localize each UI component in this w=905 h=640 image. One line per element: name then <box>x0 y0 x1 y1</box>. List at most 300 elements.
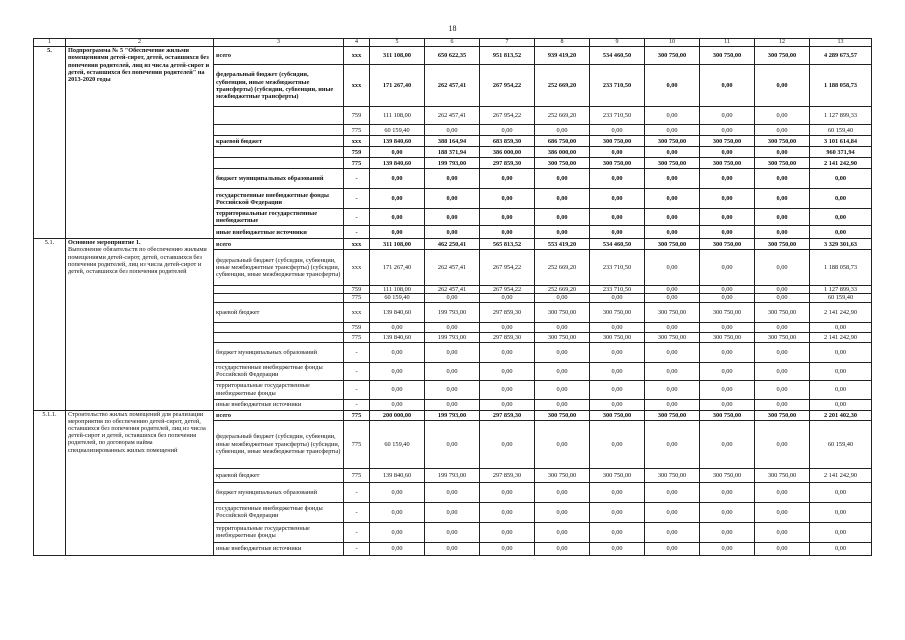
column-number-row <box>34 39 872 47</box>
year-value: 300 750,00 <box>755 136 810 147</box>
year-value: 0,00 <box>370 380 425 399</box>
year-value: 300 750,00 <box>700 47 755 65</box>
column-number: 3 <box>214 39 344 47</box>
year-value: 233 710,50 <box>590 286 645 294</box>
year-value: 300 750,00 <box>700 136 755 147</box>
year-value: 0,00 <box>425 342 480 362</box>
year-value: 0,00 <box>645 522 700 542</box>
year-value: 0,00 <box>645 209 700 226</box>
table-row <box>34 47 872 65</box>
year-value: 650 622,35 <box>425 47 480 65</box>
year-value: 0,00 <box>700 502 755 522</box>
row-total-value: 1 188 058,73 <box>810 65 872 107</box>
funding-source <box>214 294 344 302</box>
column-number: 5 <box>370 39 425 47</box>
row-total-value: 2 141 242,90 <box>810 302 872 322</box>
row-total-value: 0,00 <box>810 399 872 410</box>
year-value: 300 750,00 <box>755 302 810 322</box>
year-value: 0,00 <box>755 542 810 555</box>
year-value: 0,00 <box>755 125 810 136</box>
year-value: 0,00 <box>755 399 810 410</box>
year-value: 939 419,20 <box>535 47 590 65</box>
section-title <box>66 410 214 555</box>
year-value: 0,00 <box>700 482 755 502</box>
year-value: 300 750,00 <box>700 468 755 482</box>
year-value: 300 750,00 <box>535 410 590 420</box>
year-value: 0,00 <box>425 209 480 226</box>
row-total-value: 0,00 <box>810 502 872 522</box>
year-value: 0,00 <box>590 342 645 362</box>
year-value: 171 267,40 <box>370 250 425 286</box>
row-total-value: 0,00 <box>810 482 872 502</box>
budget-code: 759 <box>344 107 370 125</box>
year-value: 0,00 <box>700 107 755 125</box>
year-value: 139 840,60 <box>370 158 425 169</box>
year-value: 0,00 <box>645 226 700 239</box>
table-row <box>34 410 872 420</box>
year-value: 0,00 <box>535 209 590 226</box>
year-value: 0,00 <box>700 189 755 209</box>
year-value: 386 000,00 <box>535 147 590 158</box>
year-value: 0,00 <box>535 522 590 542</box>
year-value: 300 750,00 <box>535 468 590 482</box>
year-value: 111 108,00 <box>370 286 425 294</box>
year-value: 262 457,41 <box>425 250 480 286</box>
year-value: 0,00 <box>480 125 535 136</box>
year-value: 0,00 <box>755 502 810 522</box>
year-value: 0,00 <box>590 380 645 399</box>
year-value: 139 840,60 <box>370 302 425 322</box>
row-total-value: 0,00 <box>810 226 872 239</box>
row-total-value: 60 159,40 <box>810 294 872 302</box>
year-value: 0,00 <box>755 380 810 399</box>
row-total-value: 0,00 <box>810 189 872 209</box>
year-value: 0,00 <box>425 380 480 399</box>
year-value: 0,00 <box>480 380 535 399</box>
year-value: 0,00 <box>480 542 535 555</box>
budget-code: ххх <box>344 250 370 286</box>
year-value: 300 750,00 <box>590 136 645 147</box>
year-value: 683 859,30 <box>480 136 535 147</box>
year-value: 199 793,00 <box>425 302 480 322</box>
year-value: 0,00 <box>590 542 645 555</box>
year-value: 0,00 <box>425 226 480 239</box>
budget-code: 775 <box>344 158 370 169</box>
row-total-value: 0,00 <box>810 169 872 189</box>
year-value: 0,00 <box>535 226 590 239</box>
year-value: 0,00 <box>590 125 645 136</box>
year-value: 686 750,00 <box>535 136 590 147</box>
row-total-value: 2 141 242,90 <box>810 468 872 482</box>
year-value: 0,00 <box>700 522 755 542</box>
year-value: 0,00 <box>645 169 700 189</box>
budget-code: 775 <box>344 468 370 482</box>
year-value: 233 710,50 <box>590 65 645 107</box>
table-row <box>34 239 872 250</box>
year-value: 0,00 <box>645 399 700 410</box>
year-value: 0,00 <box>535 169 590 189</box>
year-value: 297 859,30 <box>480 410 535 420</box>
year-value: 0,00 <box>755 226 810 239</box>
year-value: 252 669,20 <box>535 65 590 107</box>
year-value: 0,00 <box>755 420 810 468</box>
year-value: 951 813,52 <box>480 47 535 65</box>
year-value: 0,00 <box>425 420 480 468</box>
budget-code: - <box>344 399 370 410</box>
year-value: 300 750,00 <box>645 47 700 65</box>
year-value: 0,00 <box>645 250 700 286</box>
year-value: 0,00 <box>370 399 425 410</box>
year-value: 0,00 <box>425 542 480 555</box>
year-value: 0,00 <box>755 362 810 380</box>
year-value: 0,00 <box>535 380 590 399</box>
budget-code: - <box>344 226 370 239</box>
year-value: 0,00 <box>700 125 755 136</box>
year-value: 0,00 <box>755 209 810 226</box>
funding-source: государственные внебюджетные фонды Российской Федерации <box>214 189 344 209</box>
year-value: 0,00 <box>425 399 480 410</box>
funding-source: иные внебюджетные источники <box>214 226 344 239</box>
funding-source: всего <box>214 47 344 65</box>
year-value: 0,00 <box>535 362 590 380</box>
year-value: 0,00 <box>535 125 590 136</box>
year-value: 0,00 <box>645 342 700 362</box>
year-value: 0,00 <box>645 482 700 502</box>
year-value: 139 840,60 <box>370 332 425 342</box>
year-value: 0,00 <box>700 294 755 302</box>
year-value: 0,00 <box>480 399 535 410</box>
budget-code: 759 <box>344 286 370 294</box>
year-value: 199 793,00 <box>425 158 480 169</box>
budget-code: 775 <box>344 125 370 136</box>
year-value: 300 750,00 <box>645 302 700 322</box>
year-value: 300 750,00 <box>645 410 700 420</box>
year-value: 0,00 <box>755 65 810 107</box>
year-value: 0,00 <box>590 522 645 542</box>
budget-code: 775 <box>344 410 370 420</box>
year-value: 0,00 <box>535 322 590 332</box>
year-value: 0,00 <box>590 226 645 239</box>
row-total-value: 2 141 242,90 <box>810 332 872 342</box>
year-value: 0,00 <box>480 482 535 502</box>
row-total-value: 0,00 <box>810 342 872 362</box>
year-value: 0,00 <box>645 362 700 380</box>
year-value: 0,00 <box>645 65 700 107</box>
year-value: 267 954,22 <box>480 286 535 294</box>
year-value: 0,00 <box>370 147 425 158</box>
section-title <box>66 47 214 239</box>
year-value: 0,00 <box>370 322 425 332</box>
column-number: 4 <box>344 39 370 47</box>
year-value: 262 457,41 <box>425 107 480 125</box>
year-value: 0,00 <box>590 294 645 302</box>
funding-source: краевой бюджет <box>214 468 344 482</box>
year-value: 252 669,20 <box>535 107 590 125</box>
year-value: 267 954,22 <box>480 65 535 107</box>
year-value: 565 813,52 <box>480 239 535 250</box>
year-value: 0,00 <box>700 342 755 362</box>
year-value: 233 710,50 <box>590 107 645 125</box>
year-value: 0,00 <box>425 294 480 302</box>
budget-code: 759 <box>344 147 370 158</box>
year-value: 267 954,22 <box>480 250 535 286</box>
year-value: 0,00 <box>480 226 535 239</box>
year-value: 0,00 <box>370 482 425 502</box>
year-value: 0,00 <box>425 125 480 136</box>
year-value: 0,00 <box>645 189 700 209</box>
year-value: 300 750,00 <box>755 239 810 250</box>
year-value: 0,00 <box>370 169 425 189</box>
budget-code: 775 <box>344 294 370 302</box>
funding-source: федеральный бюджет (субсидии, субвенции, иные межбюджетные трансферты) (субсидии, субвенции, иные межбюджетные трансферты) <box>214 250 344 286</box>
column-number: 11 <box>700 39 755 47</box>
year-value: 300 750,00 <box>700 302 755 322</box>
year-value: 0,00 <box>480 362 535 380</box>
year-value: 0,00 <box>535 399 590 410</box>
year-value: 0,00 <box>370 502 425 522</box>
year-value: 0,00 <box>590 362 645 380</box>
budget-code: - <box>344 189 370 209</box>
year-value: 388 164,94 <box>425 136 480 147</box>
budget-code: - <box>344 542 370 555</box>
year-value: 200 000,00 <box>370 410 425 420</box>
year-value: 0,00 <box>755 250 810 286</box>
year-value: 300 750,00 <box>590 158 645 169</box>
year-value: 0,00 <box>755 522 810 542</box>
funding-source: краевой бюджет <box>214 136 344 147</box>
year-value: 0,00 <box>755 286 810 294</box>
year-value: 0,00 <box>480 322 535 332</box>
column-number: 6 <box>425 39 480 47</box>
year-value: 252 669,20 <box>535 286 590 294</box>
year-value: 300 750,00 <box>535 302 590 322</box>
budget-code: - <box>344 362 370 380</box>
row-total-value: 0,00 <box>810 380 872 399</box>
year-value: 0,00 <box>480 189 535 209</box>
funding-source: иные внебюджетные источники <box>214 542 344 555</box>
row-total-value: 60 159,40 <box>810 420 872 468</box>
row-total-value: 0,00 <box>810 542 872 555</box>
year-value: 0,00 <box>700 380 755 399</box>
year-value: 0,00 <box>425 189 480 209</box>
year-value: 0,00 <box>370 542 425 555</box>
year-value: 0,00 <box>700 420 755 468</box>
budget-code: 775 <box>344 420 370 468</box>
row-total-value: 0,00 <box>810 322 872 332</box>
year-value: 0,00 <box>645 502 700 522</box>
budget-code: 759 <box>344 322 370 332</box>
row-total-value: 1 127 899,33 <box>810 107 872 125</box>
year-value: 199 793,00 <box>425 468 480 482</box>
year-value: 0,00 <box>755 342 810 362</box>
year-value: 297 859,30 <box>480 332 535 342</box>
year-value: 300 750,00 <box>535 332 590 342</box>
year-value: 311 108,00 <box>370 239 425 250</box>
budget-code: 775 <box>344 332 370 342</box>
column-number: 9 <box>590 39 645 47</box>
funding-source: территориальные государственные внебюджетные фонды <box>214 522 344 542</box>
year-value: 300 750,00 <box>700 239 755 250</box>
row-total-value: 60 159,40 <box>810 125 872 136</box>
year-value: 0,00 <box>700 226 755 239</box>
year-value: 0,00 <box>590 147 645 158</box>
section-title-text: Строительство жилых помещений для реализации мероприятия по обеспечению детей-сирот, детей, оставшихся без попечения родителей, лиц из числа детей-сирот и детей, оставшихся без попечения родителей, по договорам найма специализированных жилых помещений <box>68 410 206 454</box>
funding-source <box>214 286 344 294</box>
year-value: 300 750,00 <box>755 47 810 65</box>
year-value: 300 750,00 <box>645 158 700 169</box>
year-value: 0,00 <box>645 420 700 468</box>
year-value: 300 750,00 <box>645 136 700 147</box>
budget-code: ххх <box>344 239 370 250</box>
year-value: 60 159,40 <box>370 420 425 468</box>
row-total-value: 2 201 402,30 <box>810 410 872 420</box>
funding-source: бюджет муниципальных образований <box>214 482 344 502</box>
year-value: 0,00 <box>700 209 755 226</box>
budget-code: ххх <box>344 47 370 65</box>
year-value: 300 750,00 <box>755 468 810 482</box>
row-total-value: 1 188 058,73 <box>810 250 872 286</box>
year-value: 267 954,22 <box>480 107 535 125</box>
year-value: 0,00 <box>645 542 700 555</box>
year-value: 0,00 <box>535 189 590 209</box>
year-value: 0,00 <box>535 294 590 302</box>
row-total-value: 960 371,94 <box>810 147 872 158</box>
year-value: 0,00 <box>370 189 425 209</box>
year-value: 0,00 <box>425 362 480 380</box>
budget-table <box>33 38 872 556</box>
budget-code: - <box>344 522 370 542</box>
row-total-value: 0,00 <box>810 362 872 380</box>
section-number: 5. <box>34 47 66 239</box>
year-value: 534 460,50 <box>590 239 645 250</box>
year-value: 0,00 <box>370 209 425 226</box>
budget-code: - <box>344 502 370 522</box>
budget-code: - <box>344 482 370 502</box>
year-value: 300 750,00 <box>755 410 810 420</box>
year-value: 0,00 <box>700 250 755 286</box>
year-value: 0,00 <box>480 522 535 542</box>
year-value: 0,00 <box>755 482 810 502</box>
column-number: 7 <box>480 39 535 47</box>
year-value: 0,00 <box>590 502 645 522</box>
year-value: 300 750,00 <box>590 302 645 322</box>
year-value: 0,00 <box>645 380 700 399</box>
year-value: 300 750,00 <box>590 468 645 482</box>
year-value: 0,00 <box>370 362 425 380</box>
year-value: 0,00 <box>645 322 700 332</box>
year-value: 297 859,30 <box>480 158 535 169</box>
section-title-heading: Основное мероприятие 1. <box>68 239 141 247</box>
year-value: 0,00 <box>755 169 810 189</box>
year-value: 0,00 <box>535 420 590 468</box>
row-total-value: 3 329 301,63 <box>810 239 872 250</box>
page-number: 18 <box>448 24 457 33</box>
funding-source: бюджет муниципальных образований <box>214 169 344 189</box>
year-value: 462 250,41 <box>425 239 480 250</box>
year-value: 297 859,30 <box>480 302 535 322</box>
column-number: 2 <box>66 39 214 47</box>
year-value: 0,00 <box>645 147 700 158</box>
year-value: 0,00 <box>700 65 755 107</box>
year-value: 0,00 <box>590 209 645 226</box>
year-value: 0,00 <box>755 189 810 209</box>
budget-code: - <box>344 169 370 189</box>
column-number: 1 <box>34 39 66 47</box>
year-value: 0,00 <box>480 209 535 226</box>
funding-source: территориальные государственные внебюджетные <box>214 209 344 226</box>
year-value: 0,00 <box>755 107 810 125</box>
funding-source <box>214 147 344 158</box>
section-title <box>66 239 214 410</box>
year-value: 0,00 <box>700 362 755 380</box>
year-value: 0,00 <box>480 420 535 468</box>
year-value: 0,00 <box>645 286 700 294</box>
funding-source: краевой бюджет <box>214 302 344 322</box>
section-number: 5.1. <box>34 239 66 410</box>
budget-code: - <box>344 380 370 399</box>
section-title-text: Подпрограмма № 5 "Обеспечение жильми помещениями детей-сирот, детей, оставшихся без попечения родителей, лиц из числа детей-сирот и детей, оставшихся без попечения родителей" на 2013-2020 годы <box>68 47 210 84</box>
funding-source <box>214 332 344 342</box>
year-value: 0,00 <box>700 542 755 555</box>
budget-code: ххх <box>344 65 370 107</box>
year-value: 0,00 <box>425 502 480 522</box>
column-number: 13 <box>810 39 872 47</box>
column-number: 8 <box>535 39 590 47</box>
year-value: 0,00 <box>590 482 645 502</box>
year-value: 0,00 <box>425 169 480 189</box>
funding-source: территориальные государственные внебюджетные фонды <box>214 380 344 399</box>
year-value: 300 750,00 <box>700 158 755 169</box>
year-value: 300 750,00 <box>590 332 645 342</box>
year-value: 262 457,41 <box>425 286 480 294</box>
year-value: 0,00 <box>590 169 645 189</box>
year-value: 0,00 <box>535 502 590 522</box>
year-value: 262 457,41 <box>425 65 480 107</box>
year-value: 300 750,00 <box>645 239 700 250</box>
funding-source: федеральный бюджет (субсидии, субвенции, иные межбюджетные трансферты) (субсидии, субвенции, иные межбюджетные трансферты) <box>214 420 344 468</box>
year-value: 199 793,00 <box>425 332 480 342</box>
year-value: 300 750,00 <box>700 410 755 420</box>
row-total-value: 1 127 899,33 <box>810 286 872 294</box>
year-value: 300 750,00 <box>590 410 645 420</box>
year-value: 188 371,94 <box>425 147 480 158</box>
year-value: 553 419,20 <box>535 239 590 250</box>
year-value: 0,00 <box>535 482 590 502</box>
funding-source: федеральный бюджет (субсидии, субвенции, иные межбюджетные трансферты) (субсидии, субвенции, иные межбюджетные трансферты) <box>214 65 344 107</box>
funding-source: государственные внебюджетные фонды Российской Федерации <box>214 502 344 522</box>
funding-source: иные внебюджетные источники <box>214 399 344 410</box>
section-title-text: Выполнение обязательств по обеспечению жилыми помещениями детей-сирот, детей, оставшихся без попечения родителей, лиц из числа детей-сирот и детей, оставшихся без попечения родителей <box>68 246 207 276</box>
year-value: 0,00 <box>535 342 590 362</box>
funding-source: государственные внебюджетные фонды Российской Федерации <box>214 362 344 380</box>
year-value: 0,00 <box>700 286 755 294</box>
row-total-value: 0,00 <box>810 522 872 542</box>
budget-code: ххх <box>344 302 370 322</box>
row-total-value: 2 141 242,90 <box>810 158 872 169</box>
year-value: 171 267,40 <box>370 65 425 107</box>
year-value: 297 859,30 <box>480 468 535 482</box>
year-value: 0,00 <box>370 522 425 542</box>
year-value: 60 159,40 <box>370 125 425 136</box>
year-value: 534 460,50 <box>590 47 645 65</box>
year-value: 0,00 <box>590 420 645 468</box>
year-value: 233 710,50 <box>590 250 645 286</box>
year-value: 300 750,00 <box>755 158 810 169</box>
year-value: 60 159,40 <box>370 294 425 302</box>
column-number: 12 <box>755 39 810 47</box>
year-value: 0,00 <box>645 107 700 125</box>
year-value: 0,00 <box>535 542 590 555</box>
